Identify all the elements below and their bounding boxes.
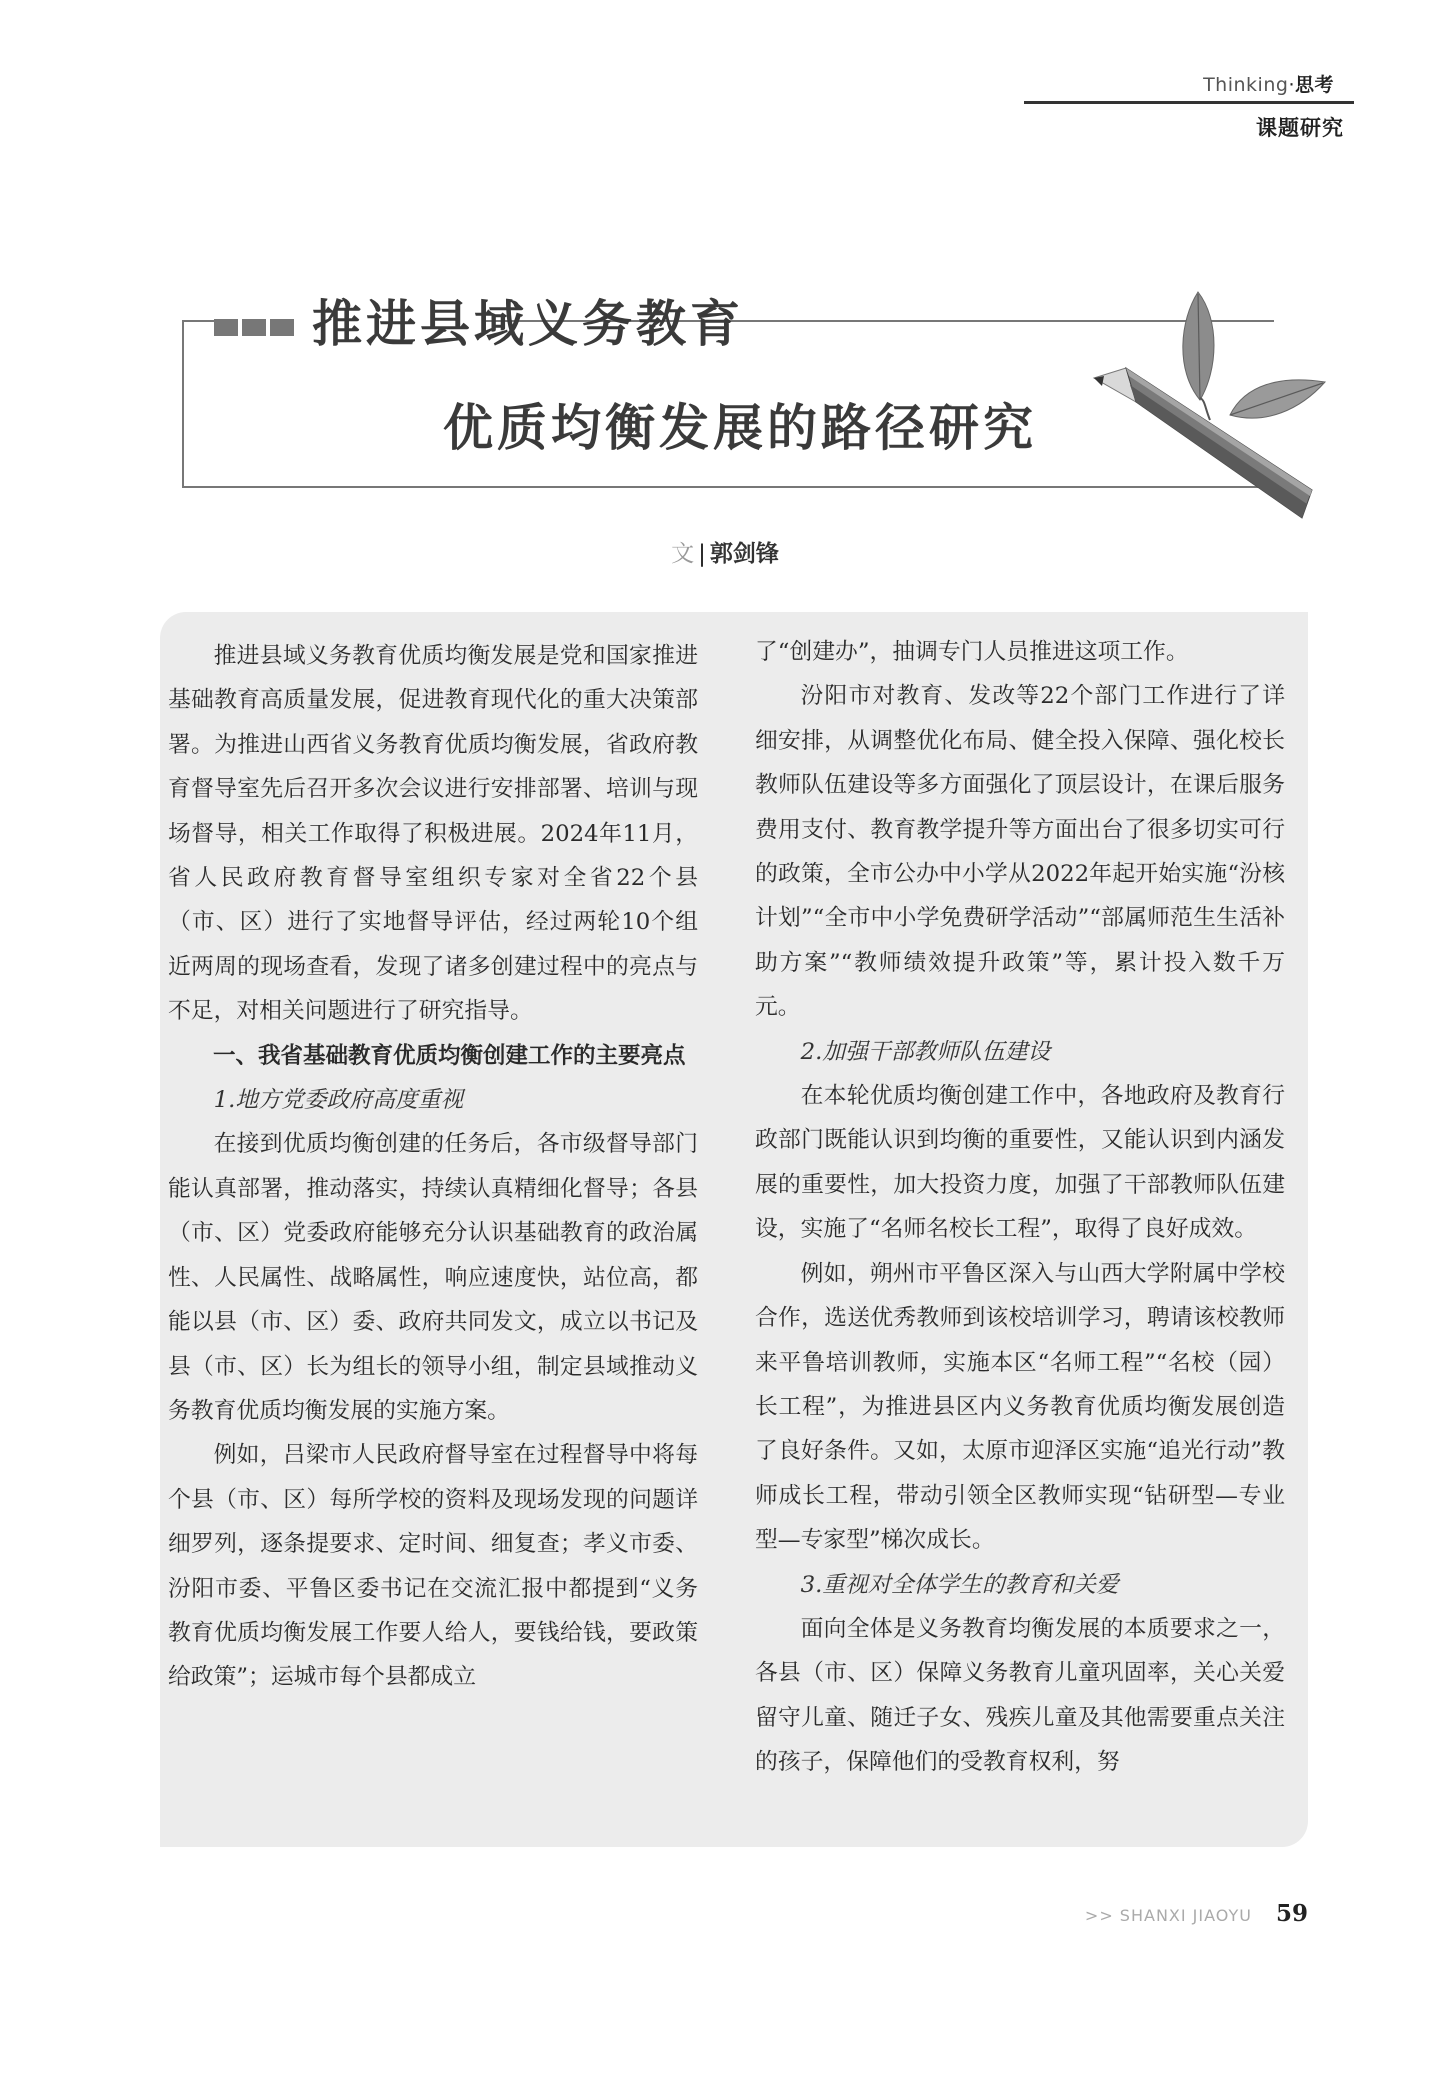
pencil-leaf-illustration [1080,290,1330,520]
running-header [1024,70,1354,142]
paragraph: 汾阳市对教育、发改等22个部门工作进行了详细安排，从调整优化布局、健全投入保障、强化校长教师队伍建设等多方面强化了顶层设计，在课后服务费用支付、教育教学提升等方面出台了很多切实可行的政策，全市公办中小学从2022年起开始实施“汾核计划”“全市中小学免费研学活动”“部属师范生生活补助方案”“教师绩效提升政策”等，累计投入数千万元。 [755,683,1285,1021]
paragraph-continuation: 了“创建办”，抽调专门人员推进这项工作。 [755,639,1189,665]
paragraph: 在接到优质均衡创建的任务后，各市级督导部门能认真部署，推动落实，持续认真精细化督导；各县（市、区）党委政府能够充分认识基础教育的政治属性、人民属性、战略属性，响应速度快，站位高，都能以县（市、区）委、政府共同发文，成立以书记及县（市、区）长为组长的领导小组，制定县域推动义务教育优质均衡发展的实施方案。 [168,1131,698,1424]
section-label-dot: · [1288,74,1295,96]
title-deco-blocks [214,319,294,336]
article-title-line-1: 推进县域义务教育 [312,295,744,353]
leaf-icon [1183,292,1325,420]
subsection-heading: 3.重视对全体学生的教育和关爱 [800,1571,1119,1598]
subsection-heading: 2.加强干部教师队伍建设 [800,1038,1051,1065]
column-name: 课题研究 [1256,116,1344,140]
section-label-zh: 思考 [1294,74,1334,96]
paragraph: 面向全体是义务教育均衡发展的本质要求之一，各县（市、区）保障义务教育儿童巩固率，关心关爱留守儿童、随迁子女、残疾儿童及其他需要重点关注的孩子，保障他们的受教育权利，努 [755,1615,1285,1776]
byline-label: 文 [671,541,695,567]
paragraph: 推进县域义务教育优质均衡发展是党和国家推进基础教育高质量发展，促进教育现代化的重大决策部署。为推进山西省义务教育优质均衡发展，省政府教育督导室先后召开多次会议进行安排部署、培训与现场督导，相关工作取得了积极进展。2024年11月，省人民政府教育督导室组织专家对全省22个县（市、区）进行了实地督导评估，经过两轮10个组近两周的现场查看，发现了诸多创建过程中的亮点与不足，对相关问题进行了研究指导。 [168,643,698,1025]
byline-separator: | [698,541,706,567]
section-label [1024,70,1354,97]
byline [0,535,1450,568]
right-column [755,630,1285,1785]
left-column [168,634,698,1700]
magazine-name: >> SHANXI JIAOYU [1084,1906,1252,1925]
section-heading: 一、我省基础教育优质均衡创建工作的主要亮点 [213,1042,686,1069]
subsection-heading: 1.地方党委政府高度重视 [213,1087,464,1114]
page-number: 59 [1275,1900,1308,1927]
author-name: 郭剑锋 [709,541,779,567]
section-label-en: Thinking [1203,74,1289,96]
paragraph: 例如，朔州市平鲁区深入与山西大学附属中学校合作，选送优秀教师到该校培训学习，聘请该校教师来平鲁培训教师，实施本区“名师工程”“名校（园）长工程”，为推进县区内义务教育优质均衡发展创造了良好条件。又如，太原市迎泽区实施“追光行动”教师成长工程，带动引领全区教师实现“钻研型—专业型—专家型”梯次成长。 [755,1260,1285,1554]
paragraph: 在本轮优质均衡创建工作中，各地政府及教育行政部门既能认识到均衡的重要性，又能认识到内涵发展的重要性，加大投资力度，加强了干部教师队伍建设，实施了“名师名校长工程”，取得了良好成效。 [755,1083,1285,1243]
article-title-line-2: 优质均衡发展的路径研究 [443,399,1037,457]
header-rule [1024,101,1354,104]
page-footer [1085,1900,1308,1927]
paragraph: 例如，吕梁市人民政府督导室在过程督导中将每个县（市、区）每所学校的资料及现场发现的问题详细罗列，逐条提要求、定时间、细复查；孝义市委、汾阳市委、平鲁区委书记在交流汇报中都提到“义务教育优质均衡发展工作要人给人，要钱给钱，要政策给政策”；运城市每个县都成立 [168,1442,698,1691]
